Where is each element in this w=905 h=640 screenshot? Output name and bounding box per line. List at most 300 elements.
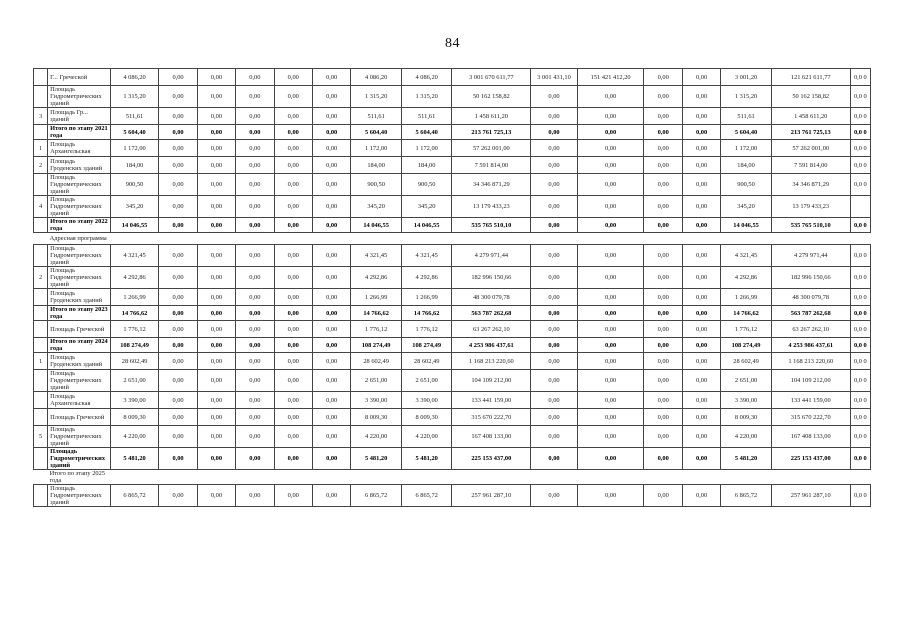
value-cell: 4 220,00 bbox=[401, 426, 452, 448]
value-cell: 345,20 bbox=[351, 196, 402, 218]
value-cell: 28 602,49 bbox=[110, 353, 159, 370]
value-cell: 0,00 bbox=[274, 321, 312, 338]
value-cell bbox=[351, 233, 402, 245]
value-cell: 14 766,62 bbox=[351, 306, 402, 321]
value-cell: 0,00 bbox=[236, 321, 274, 338]
value-cell: 108 274,49 bbox=[721, 338, 772, 353]
value-cell: 133 441 159,00 bbox=[771, 392, 850, 409]
value-cell: 5 604,40 bbox=[110, 125, 159, 140]
value-cell: 0,00 bbox=[159, 370, 197, 392]
value-cell: 14 766,62 bbox=[401, 306, 452, 321]
value-cell: 0,00 bbox=[312, 174, 350, 196]
value-cell: 0,00 bbox=[577, 174, 644, 196]
value-cell: 5 604,40 bbox=[351, 125, 402, 140]
value-cell: 0,00 bbox=[197, 174, 235, 196]
value-cell: 0,00 bbox=[159, 267, 197, 289]
value-cell: 5 604,40 bbox=[401, 125, 452, 140]
value-cell: 0,00 bbox=[531, 86, 578, 108]
value-cell: 0,00 bbox=[577, 306, 644, 321]
value-cell: 4 220,00 bbox=[110, 426, 159, 448]
value-cell bbox=[721, 470, 772, 485]
value-cell: 0,00 bbox=[159, 140, 197, 157]
value-cell: 0,00 bbox=[236, 370, 274, 392]
last-cell: 0,0 0 bbox=[850, 338, 870, 353]
value-cell: 0,00 bbox=[531, 306, 578, 321]
table-row bbox=[34, 485, 871, 507]
value-cell: 0,00 bbox=[274, 196, 312, 218]
row-name: Итого по этапу 2025 года bbox=[48, 470, 111, 485]
value-cell: 511,61 bbox=[110, 108, 159, 125]
value-cell: 5 481,20 bbox=[351, 448, 402, 470]
value-cell: 0,00 bbox=[682, 448, 720, 470]
value-cell: 14 046,55 bbox=[401, 218, 452, 233]
value-cell: 345,20 bbox=[401, 196, 452, 218]
value-cell: 1 315,20 bbox=[351, 86, 402, 108]
value-cell: 1 172,00 bbox=[351, 140, 402, 157]
table-row bbox=[34, 196, 871, 218]
row-name: Площадь Гидрометрических зданий bbox=[48, 267, 111, 289]
last-cell: 0,0 0 bbox=[850, 485, 870, 507]
value-cell: 0,00 bbox=[682, 353, 720, 370]
value-cell: 0,00 bbox=[682, 108, 720, 125]
value-cell: 57 262 001,00 bbox=[771, 140, 850, 157]
value-cell: 0,00 bbox=[236, 267, 274, 289]
value-cell: 0,00 bbox=[577, 370, 644, 392]
value-cell: 0,00 bbox=[312, 218, 350, 233]
value-cell: 0,00 bbox=[159, 157, 197, 174]
value-cell: 1 315,20 bbox=[721, 86, 772, 108]
value-cell: 0,00 bbox=[312, 125, 350, 140]
row-number bbox=[34, 392, 48, 409]
value-cell bbox=[159, 470, 197, 485]
value-cell: 0,00 bbox=[682, 409, 720, 426]
value-cell: 0,00 bbox=[312, 306, 350, 321]
value-cell: 0,00 bbox=[236, 140, 274, 157]
value-cell: 225 153 437,00 bbox=[452, 448, 531, 470]
value-cell: 4 253 986 437,61 bbox=[452, 338, 531, 353]
row-number bbox=[34, 289, 48, 306]
value-cell bbox=[644, 470, 682, 485]
last-cell: 0,0 0 bbox=[850, 108, 870, 125]
row-number bbox=[34, 218, 48, 233]
value-cell: 0,00 bbox=[159, 426, 197, 448]
value-cell: 0,00 bbox=[236, 86, 274, 108]
value-cell: 0,00 bbox=[197, 69, 235, 86]
value-cell: 0,00 bbox=[644, 426, 682, 448]
value-cell: 0,00 bbox=[531, 426, 578, 448]
table-row bbox=[34, 353, 871, 370]
value-cell: 0,00 bbox=[274, 289, 312, 306]
row-number bbox=[34, 245, 48, 267]
value-cell: 0,00 bbox=[682, 140, 720, 157]
value-cell: 167 408 133,00 bbox=[452, 426, 531, 448]
total-row bbox=[34, 448, 871, 470]
row-name: Площадь Архангельская bbox=[48, 392, 111, 409]
value-cell bbox=[236, 233, 274, 245]
value-cell: 0,00 bbox=[644, 157, 682, 174]
table-row bbox=[34, 426, 871, 448]
value-cell: 133 441 159,00 bbox=[452, 392, 531, 409]
value-cell: 3 390,00 bbox=[401, 392, 452, 409]
value-cell: 563 787 262,68 bbox=[452, 306, 531, 321]
value-cell bbox=[401, 233, 452, 245]
value-cell bbox=[312, 470, 350, 485]
value-cell: 0,00 bbox=[274, 409, 312, 426]
value-cell: 0,00 bbox=[274, 157, 312, 174]
value-cell: 0,00 bbox=[644, 140, 682, 157]
value-cell: 1 266,99 bbox=[721, 289, 772, 306]
value-cell: 0,00 bbox=[197, 196, 235, 218]
value-cell: 900,50 bbox=[401, 174, 452, 196]
value-cell: 6 865,72 bbox=[721, 485, 772, 507]
row-number bbox=[34, 370, 48, 392]
value-cell: 8 009,30 bbox=[401, 409, 452, 426]
value-cell: 0,00 bbox=[274, 353, 312, 370]
last-cell: 0,0 0 bbox=[850, 125, 870, 140]
value-cell: 0,00 bbox=[197, 485, 235, 507]
value-cell: 0,00 bbox=[236, 108, 274, 125]
value-cell bbox=[274, 233, 312, 245]
value-cell: 0,00 bbox=[236, 289, 274, 306]
value-cell: 5 604,40 bbox=[721, 125, 772, 140]
value-cell: 0,00 bbox=[197, 353, 235, 370]
value-cell: 1 458 611,20 bbox=[771, 108, 850, 125]
value-cell: 0,00 bbox=[197, 125, 235, 140]
value-cell: 0,00 bbox=[682, 267, 720, 289]
value-cell: 4 220,00 bbox=[351, 426, 402, 448]
value-cell: 0,00 bbox=[197, 306, 235, 321]
value-cell: 0,00 bbox=[531, 267, 578, 289]
value-cell: 0,00 bbox=[274, 306, 312, 321]
value-cell: 2 651,00 bbox=[401, 370, 452, 392]
value-cell: 1 266,99 bbox=[110, 289, 159, 306]
value-cell: 315 670 222,70 bbox=[452, 409, 531, 426]
value-cell: 0,00 bbox=[682, 485, 720, 507]
value-cell: 0,00 bbox=[159, 321, 197, 338]
table-row bbox=[34, 108, 871, 125]
value-cell: 0,00 bbox=[644, 448, 682, 470]
value-cell: 0,00 bbox=[236, 448, 274, 470]
row-number bbox=[34, 321, 48, 338]
value-cell: 14 766,62 bbox=[721, 306, 772, 321]
value-cell: 315 670 222,70 bbox=[771, 409, 850, 426]
value-cell: 7 591 814,00 bbox=[452, 157, 531, 174]
value-cell: 0,00 bbox=[577, 157, 644, 174]
value-cell: 8 009,30 bbox=[110, 409, 159, 426]
last-cell: 0,0 0 bbox=[850, 426, 870, 448]
value-cell: 0,00 bbox=[531, 196, 578, 218]
value-cell: 1 776,12 bbox=[351, 321, 402, 338]
value-cell: 0,00 bbox=[312, 140, 350, 157]
value-cell: 345,20 bbox=[110, 196, 159, 218]
value-cell: 900,50 bbox=[721, 174, 772, 196]
value-cell: 0,00 bbox=[577, 140, 644, 157]
value-cell: 182 996 150,66 bbox=[452, 267, 531, 289]
row-name: Итого по этапу 2022 года bbox=[48, 218, 111, 233]
table-row bbox=[34, 321, 871, 338]
value-cell: 0,00 bbox=[236, 174, 274, 196]
row-name: Итого по этапу 2023 года bbox=[48, 306, 111, 321]
value-cell: 0,00 bbox=[682, 392, 720, 409]
value-cell: 0,00 bbox=[197, 267, 235, 289]
value-cell: 225 153 437,00 bbox=[771, 448, 850, 470]
value-cell: 0,00 bbox=[312, 289, 350, 306]
value-cell: 0,00 bbox=[159, 448, 197, 470]
row-number bbox=[34, 233, 48, 245]
row-number: 4 bbox=[34, 196, 48, 218]
value-cell: 0,00 bbox=[531, 485, 578, 507]
value-cell: 0,00 bbox=[682, 426, 720, 448]
value-cell bbox=[531, 233, 578, 245]
value-cell: 0,00 bbox=[236, 125, 274, 140]
value-cell: 345,20 bbox=[721, 196, 772, 218]
value-cell: 0,00 bbox=[274, 174, 312, 196]
table-row bbox=[34, 392, 871, 409]
value-cell: 5 481,20 bbox=[721, 448, 772, 470]
value-cell bbox=[452, 233, 531, 245]
row-number: 1 bbox=[34, 140, 48, 157]
value-cell: 50 162 158,82 bbox=[771, 86, 850, 108]
value-cell: 57 262 001,00 bbox=[452, 140, 531, 157]
value-cell: 0,00 bbox=[159, 353, 197, 370]
value-cell: 0,00 bbox=[312, 69, 350, 86]
value-cell: 0,00 bbox=[577, 426, 644, 448]
value-cell: 0,00 bbox=[312, 448, 350, 470]
value-cell: 13 179 433,23 bbox=[452, 196, 531, 218]
value-cell bbox=[274, 470, 312, 485]
row-number bbox=[34, 448, 48, 470]
value-cell: 0,00 bbox=[197, 218, 235, 233]
value-cell: 3 390,00 bbox=[721, 392, 772, 409]
value-cell: 0,00 bbox=[531, 392, 578, 409]
value-cell: 63 267 262,10 bbox=[452, 321, 531, 338]
value-cell: 1 315,20 bbox=[110, 86, 159, 108]
value-cell: 0,00 bbox=[577, 218, 644, 233]
value-cell: 3 390,00 bbox=[351, 392, 402, 409]
last-cell: 0,0 0 bbox=[850, 289, 870, 306]
value-cell: 0,00 bbox=[577, 196, 644, 218]
value-cell: 0,00 bbox=[197, 409, 235, 426]
last-cell bbox=[850, 196, 870, 218]
value-cell: 14 046,55 bbox=[721, 218, 772, 233]
value-cell: 2 651,00 bbox=[110, 370, 159, 392]
value-cell bbox=[452, 470, 531, 485]
last-cell: 0,0 0 bbox=[850, 140, 870, 157]
value-cell: 4 086,20 bbox=[351, 69, 402, 86]
value-cell: 0,00 bbox=[531, 409, 578, 426]
value-cell: 0,00 bbox=[312, 338, 350, 353]
value-cell: 1 168 213 220,60 bbox=[771, 353, 850, 370]
table-row bbox=[34, 267, 871, 289]
table-row bbox=[34, 140, 871, 157]
value-cell: 2 651,00 bbox=[721, 370, 772, 392]
value-cell: 0,00 bbox=[577, 321, 644, 338]
value-cell: 1 266,99 bbox=[401, 289, 452, 306]
row-number: 2 bbox=[34, 267, 48, 289]
value-cell: 0,00 bbox=[197, 338, 235, 353]
value-cell: 0,00 bbox=[236, 69, 274, 86]
row-name: Площадь Гидрометрических зданий bbox=[48, 448, 111, 470]
value-cell: 0,00 bbox=[682, 306, 720, 321]
value-cell: 0,00 bbox=[236, 409, 274, 426]
value-cell: 0,00 bbox=[236, 306, 274, 321]
value-cell: 0,00 bbox=[236, 353, 274, 370]
value-cell: 0,00 bbox=[197, 426, 235, 448]
value-cell: 0,00 bbox=[644, 69, 682, 86]
value-cell: 0,00 bbox=[531, 108, 578, 125]
value-cell: 0,00 bbox=[531, 174, 578, 196]
value-cell: 0,00 bbox=[159, 338, 197, 353]
value-cell bbox=[312, 233, 350, 245]
page-number: 84 bbox=[445, 36, 460, 51]
table-row bbox=[34, 245, 871, 267]
value-cell: 0,00 bbox=[274, 69, 312, 86]
value-cell: 0,00 bbox=[682, 69, 720, 86]
value-cell: 28 602,49 bbox=[351, 353, 402, 370]
value-cell bbox=[771, 233, 850, 245]
value-cell: 0,00 bbox=[312, 370, 350, 392]
value-cell: 3 001 670 611,77 bbox=[452, 69, 531, 86]
value-cell: 0,00 bbox=[312, 409, 350, 426]
row-name: Площадь Гидрометрических зданий bbox=[48, 485, 111, 507]
row-name: Площадь Гр... зданий bbox=[48, 108, 111, 125]
value-cell: 50 162 158,82 bbox=[452, 86, 531, 108]
value-cell: 0,00 bbox=[312, 108, 350, 125]
value-cell: 0,00 bbox=[644, 409, 682, 426]
value-cell: 511,61 bbox=[351, 108, 402, 125]
value-cell: 563 787 262,68 bbox=[771, 306, 850, 321]
table-row bbox=[34, 86, 871, 108]
value-cell: 28 602,49 bbox=[401, 353, 452, 370]
value-cell: 1 776,12 bbox=[110, 321, 159, 338]
total-row bbox=[34, 306, 871, 321]
last-cell: 0,0 0 bbox=[850, 321, 870, 338]
total-row bbox=[34, 338, 871, 353]
value-cell: 0,00 bbox=[159, 218, 197, 233]
value-cell: 0,00 bbox=[197, 108, 235, 125]
value-cell: 0,00 bbox=[274, 370, 312, 392]
value-cell: 0,00 bbox=[644, 267, 682, 289]
value-cell bbox=[197, 470, 235, 485]
value-cell: 4 292,86 bbox=[351, 267, 402, 289]
value-cell: 0,00 bbox=[577, 125, 644, 140]
row-number bbox=[34, 485, 48, 507]
value-cell: 0,00 bbox=[682, 125, 720, 140]
value-cell: 0,00 bbox=[577, 392, 644, 409]
value-cell: 1 168 213 220,60 bbox=[452, 353, 531, 370]
total-row bbox=[34, 218, 871, 233]
value-cell: 0,00 bbox=[644, 86, 682, 108]
value-cell bbox=[401, 470, 452, 485]
value-cell: 0,00 bbox=[531, 289, 578, 306]
value-cell: 0,00 bbox=[531, 140, 578, 157]
value-cell: 108 274,49 bbox=[110, 338, 159, 353]
value-cell: 0,00 bbox=[197, 392, 235, 409]
value-cell: 0,00 bbox=[531, 157, 578, 174]
last-cell: 0,0 0 bbox=[850, 448, 870, 470]
value-cell: 0,00 bbox=[274, 338, 312, 353]
last-cell: 0,0 0 bbox=[850, 353, 870, 370]
value-cell: 184,00 bbox=[351, 157, 402, 174]
value-cell: 184,00 bbox=[401, 157, 452, 174]
value-cell: 108 274,49 bbox=[351, 338, 402, 353]
value-cell: 0,00 bbox=[159, 306, 197, 321]
row-name: Итого по этапу 2021 года bbox=[48, 125, 111, 140]
value-cell: 0,00 bbox=[236, 485, 274, 507]
value-cell: 0,00 bbox=[236, 426, 274, 448]
row-name: Итого по этапу 2024 года bbox=[48, 338, 111, 353]
last-cell: 0,0 0 bbox=[850, 157, 870, 174]
value-cell: 104 109 212,00 bbox=[452, 370, 531, 392]
table-row bbox=[34, 409, 871, 426]
value-cell: 0,00 bbox=[577, 409, 644, 426]
value-cell: 0,00 bbox=[274, 125, 312, 140]
value-cell: 0,00 bbox=[274, 392, 312, 409]
value-cell: 0,00 bbox=[644, 218, 682, 233]
value-cell: 0,00 bbox=[682, 321, 720, 338]
value-cell: 0,00 bbox=[312, 86, 350, 108]
value-cell: 28 602,49 bbox=[721, 353, 772, 370]
last-cell: 0,0 0 bbox=[850, 69, 870, 86]
table-row bbox=[34, 174, 871, 196]
value-cell: 0,00 bbox=[577, 485, 644, 507]
row-number bbox=[34, 409, 48, 426]
value-cell: 1 172,00 bbox=[721, 140, 772, 157]
row-number: 2 bbox=[34, 157, 48, 174]
table-row bbox=[34, 289, 871, 306]
value-cell: 184,00 bbox=[721, 157, 772, 174]
value-cell: 0,00 bbox=[644, 485, 682, 507]
table-row bbox=[34, 233, 871, 245]
value-cell: 0,00 bbox=[531, 125, 578, 140]
value-cell: 2 651,00 bbox=[351, 370, 402, 392]
value-cell: 0,00 bbox=[682, 174, 720, 196]
value-cell: 0,00 bbox=[197, 157, 235, 174]
value-cell: 0,00 bbox=[682, 157, 720, 174]
table-row bbox=[34, 69, 871, 86]
value-cell: 0,00 bbox=[644, 353, 682, 370]
value-cell: 0,00 bbox=[236, 338, 274, 353]
value-cell bbox=[351, 470, 402, 485]
value-cell: 14 766,62 bbox=[110, 306, 159, 321]
value-cell: 0,00 bbox=[577, 448, 644, 470]
value-cell: 0,00 bbox=[274, 140, 312, 157]
value-cell: 0,00 bbox=[644, 245, 682, 267]
value-cell: 0,00 bbox=[236, 392, 274, 409]
value-cell bbox=[236, 470, 274, 485]
value-cell: 0,00 bbox=[577, 267, 644, 289]
value-cell: 151 421 412,20 bbox=[577, 69, 644, 86]
value-cell: 0,00 bbox=[159, 69, 197, 86]
value-cell: 0,00 bbox=[197, 140, 235, 157]
value-cell: 48 300 079,78 bbox=[452, 289, 531, 306]
last-cell: 0,0 0 bbox=[850, 370, 870, 392]
value-cell: 4 321,45 bbox=[721, 245, 772, 267]
value-cell: 0,00 bbox=[236, 157, 274, 174]
value-cell bbox=[110, 470, 159, 485]
value-cell bbox=[682, 470, 720, 485]
row-number: 3 bbox=[34, 108, 48, 125]
row-number bbox=[34, 338, 48, 353]
value-cell: 0,00 bbox=[682, 289, 720, 306]
value-cell: 108 274,49 bbox=[401, 338, 452, 353]
value-cell: 0,00 bbox=[312, 196, 350, 218]
value-cell: 0,00 bbox=[644, 370, 682, 392]
table-row bbox=[34, 157, 871, 174]
value-cell: 0,00 bbox=[312, 426, 350, 448]
value-cell: 6 865,72 bbox=[110, 485, 159, 507]
value-cell: 213 761 725,13 bbox=[771, 125, 850, 140]
